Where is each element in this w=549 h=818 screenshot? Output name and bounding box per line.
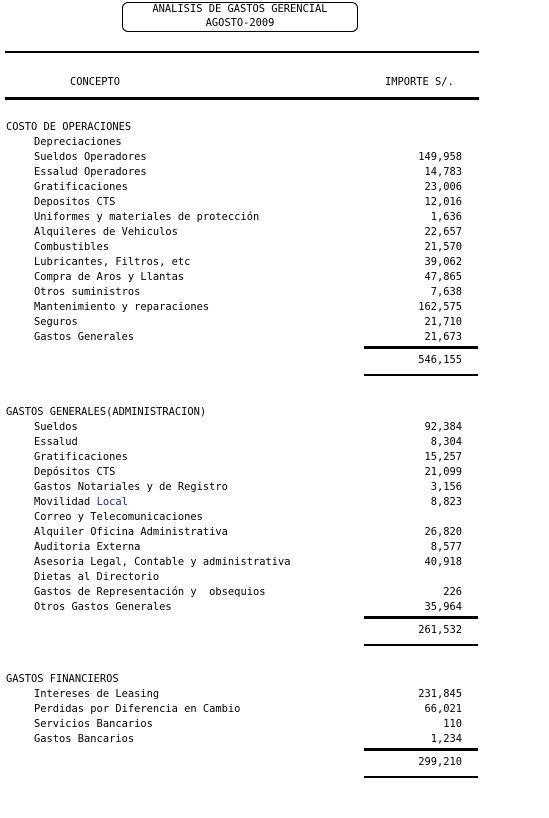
- line-item-amount: 47,865: [424, 271, 462, 283]
- line-item-amount: 12,016: [424, 196, 462, 208]
- line-item-amount: 21,710: [424, 316, 462, 328]
- line-item-label: [34, 195, 115, 210]
- line-item-label: [34, 135, 122, 150]
- line-item-text: Otros suministros: [34, 286, 141, 298]
- report-title: ANALISIS DE GASTOS GERENCIAL: [152, 3, 328, 15]
- line-item-amount: 35,964: [424, 601, 462, 613]
- line-item-label: [34, 270, 184, 285]
- line-item-amount: 66,021: [424, 703, 462, 715]
- line-item-text: Servicios Bancarios: [34, 718, 153, 730]
- line-item-text: Correo y Telecomunicaciones: [34, 511, 203, 523]
- line-item-label: [34, 315, 78, 330]
- line-item-text: Gratificaciones: [34, 451, 128, 463]
- line-item-amount: 149,958: [418, 151, 462, 163]
- line-item-text: Essalud: [34, 436, 78, 448]
- line-item-text: Sueldos Operadores: [34, 151, 147, 163]
- line-item-text: Compra de Aros y Llantas: [34, 271, 185, 283]
- line-item-amount: 1,636: [430, 211, 462, 223]
- report-period: AGOSTO-2009: [205, 17, 275, 29]
- line-item-label: [34, 702, 240, 717]
- line-item-label: [34, 450, 128, 465]
- section-total: 546,155: [418, 354, 462, 366]
- line-item-text: Perdidas por Diferencia en Cambio: [34, 703, 241, 715]
- line-item-label: [34, 732, 134, 747]
- line-item-label: [34, 180, 128, 195]
- line-item-label: [34, 585, 265, 600]
- line-item-amount: 162,575: [418, 301, 462, 313]
- header-top-rule: [5, 51, 479, 53]
- line-item-text: Lubricantes, Filtros, etc: [34, 256, 191, 268]
- subtotal-bottom-rule: [364, 374, 478, 376]
- line-item-label: [34, 540, 140, 555]
- line-item-label: [34, 687, 159, 702]
- line-item-amount: 21,099: [424, 466, 462, 478]
- line-item-text: Mantenimiento y reparaciones: [34, 301, 210, 313]
- line-item-text: Essalud Operadores: [34, 166, 147, 178]
- line-item-text: Auditoria Externa: [34, 541, 141, 553]
- line-item-text: Combustibles: [34, 241, 110, 253]
- section-total: 261,532: [418, 624, 462, 636]
- line-item-text: Asesoria Legal, Contable y administrativa: [34, 556, 291, 568]
- line-item-amount: 40,918: [424, 556, 462, 568]
- line-item-label: [34, 525, 228, 540]
- section-heading: COSTO DE OPERACIONES: [6, 121, 132, 133]
- line-item-amount: 226: [443, 586, 462, 598]
- line-item-amount: 21,673: [424, 331, 462, 343]
- header-bottom-rule: [5, 97, 479, 100]
- line-item-label: [34, 480, 228, 495]
- line-item-amount: 8,577: [430, 541, 462, 553]
- line-item-amount: 15,257: [424, 451, 462, 463]
- line-item-label: [34, 510, 203, 525]
- line-item-amount: 26,820: [424, 526, 462, 538]
- line-item-text: Gastos Generales: [34, 331, 135, 343]
- line-item-text: Seguros: [34, 316, 78, 328]
- subtotal-bottom-rule: [364, 776, 478, 778]
- line-item-text: Intereses de Leasing: [34, 688, 160, 700]
- line-item-label: [34, 570, 159, 585]
- line-item-label: [34, 255, 190, 270]
- line-item-label: [34, 300, 209, 315]
- line-item-amount: 7,638: [430, 286, 462, 298]
- line-item-text: Depreciaciones: [34, 136, 122, 148]
- line-item-label: [34, 717, 153, 732]
- line-item-label: [34, 600, 172, 615]
- line-item-amount: 3,156: [430, 481, 462, 493]
- line-item-text: Uniformes y materiales de protección: [34, 211, 260, 223]
- line-item-text: Gastos Notariales y de Registro: [34, 481, 228, 493]
- line-item-label: [34, 420, 78, 435]
- line-item-label: [34, 285, 140, 300]
- line-item-text: Dietas al Directorio: [34, 571, 160, 583]
- line-item-amount: 1,234: [430, 733, 462, 745]
- line-item-amount: 110: [443, 718, 462, 730]
- line-item-amount: 8,823: [430, 496, 462, 508]
- line-item-text: Sueldos: [34, 421, 78, 433]
- report-title-box: [122, 2, 358, 32]
- section-total: 299,210: [418, 756, 462, 768]
- line-item-text: Gastos de Representación y obsequios: [34, 586, 266, 598]
- line-item-label: [34, 495, 128, 510]
- line-item-amount: 22,657: [424, 226, 462, 238]
- line-item-label: [34, 225, 178, 240]
- line-item-text: Gastos Bancarios: [34, 733, 135, 745]
- line-item-amount: 92,384: [424, 421, 462, 433]
- line-item-amount: 14,783: [424, 166, 462, 178]
- section-heading: GASTOS GENERALES(ADMINISTRACION): [6, 406, 207, 418]
- line-item-label: [34, 210, 259, 225]
- line-item-label: [34, 465, 115, 480]
- column-header-concepto: CONCEPTO: [70, 76, 121, 88]
- line-item-text: Alquiler Oficina Administrativa: [34, 526, 228, 538]
- line-item-label: [34, 240, 109, 255]
- line-item-text: Depósitos CTS: [34, 466, 116, 478]
- line-item-text: Otros Gastos Generales: [34, 601, 172, 613]
- subtotal-top-rule: [364, 346, 478, 349]
- line-item-amount: 21,570: [424, 241, 462, 253]
- subtotal-bottom-rule: [364, 644, 478, 646]
- line-item-label: [34, 330, 134, 345]
- line-item-text: Alquileres de Vehiculos: [34, 226, 178, 238]
- line-item-label: [34, 165, 147, 180]
- subtotal-top-rule: [364, 616, 478, 619]
- line-item-label: [34, 435, 78, 450]
- line-item-label: [34, 150, 147, 165]
- line-item-amount: 39,062: [424, 256, 462, 268]
- line-item-text: Gratificaciones: [34, 181, 128, 193]
- column-header-importe: IMPORTE S/.: [385, 76, 454, 88]
- line-item-text: Depositos CTS: [34, 196, 116, 208]
- line-item-amount: 23,006: [424, 181, 462, 193]
- line-item-amount: 231,845: [418, 688, 462, 700]
- line-item-label: [34, 555, 290, 570]
- line-item-amount: 8,304: [430, 436, 462, 448]
- line-item-text-extra: Local: [96, 496, 128, 508]
- section-heading: GASTOS FINANCIEROS: [6, 673, 119, 685]
- line-item-text: Movilidad: [34, 496, 97, 508]
- subtotal-top-rule: [364, 748, 478, 751]
